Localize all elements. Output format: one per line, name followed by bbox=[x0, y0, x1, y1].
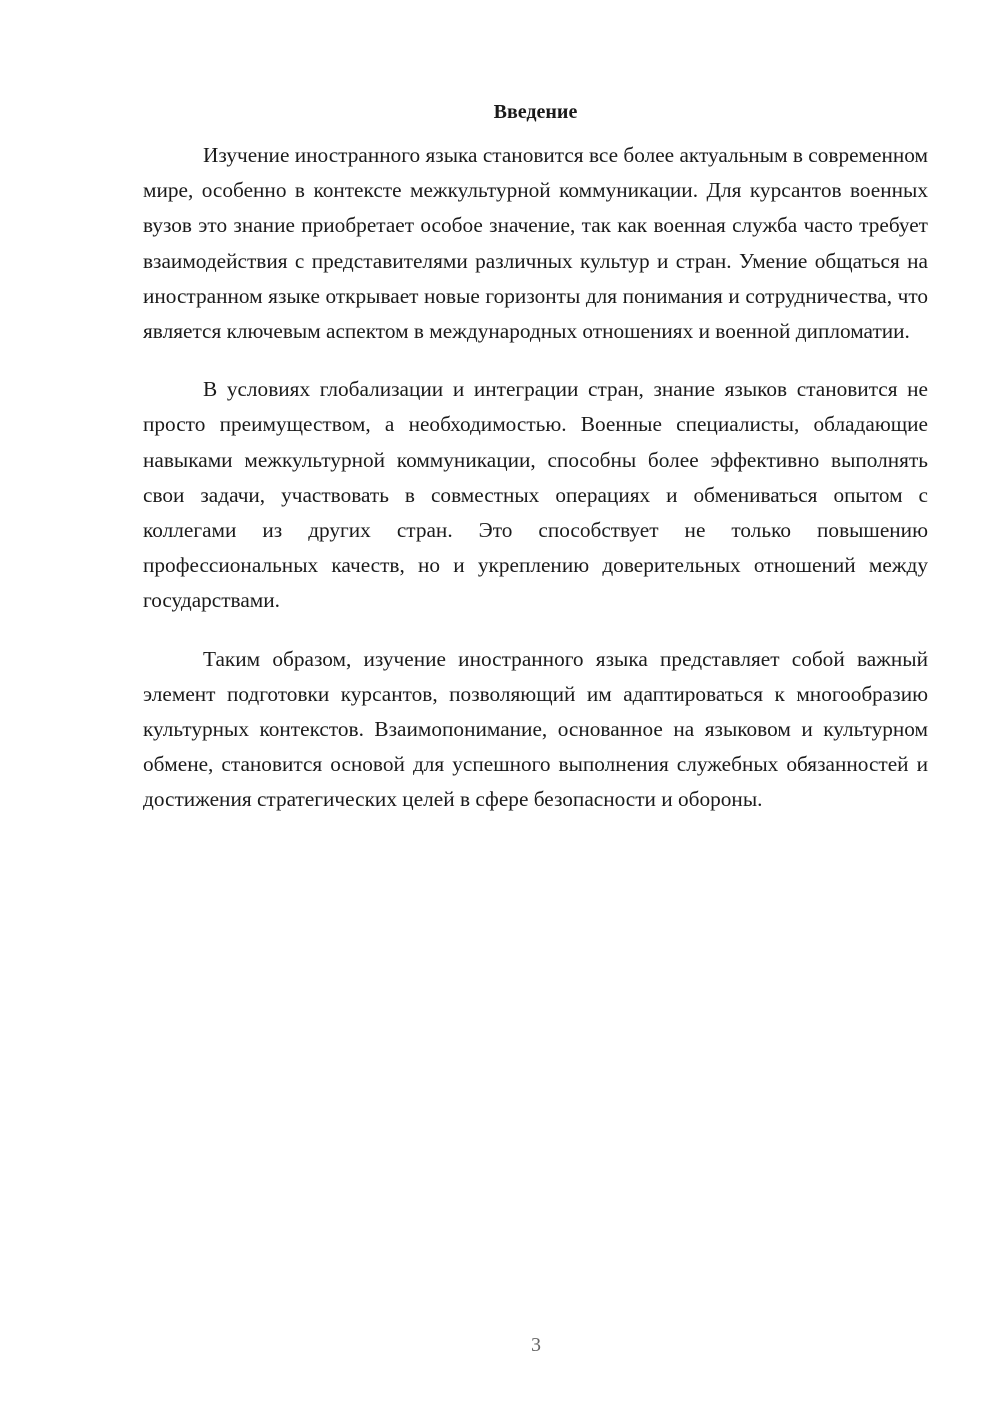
paragraph-3: Таким образом, изучение иностранного языка представляет собой важный элемент подготовки курсантов, позволяющий им адаптироваться к многообразию культурных контекстов. Взаимопонимание, основанное на языковом и культурном обмене, становится основой для успешного выполнения служебных обязанностей и достижения стратегических целей в сфере безопасности и обороны. bbox=[143, 646, 928, 812]
paragraph-1: Изучение иностранного языка становится все более актуальным в современном мире, особенно в контексте межкультурной коммуникации. Для курсантов военных вузов это знание приобретает особое значение, так как военная служба часто требует взаимодействия с представителями различных культур и стран. Умение общаться на иностранном языке открывает новые горизонты для понимания и сотрудничества, что является ключевым аспектом в международных отношениях и военной дипломатии. bbox=[143, 143, 928, 344]
paragraph-2: В условиях глобализации и интеграции стран, знание языков становится не просто преимуществом, а необходимостью. Военные специалисты, обладающие навыками межкультурной коммуникации, способны более эффективно выполнять свои задачи, участвовать в совместных операциях и обмениваться опытом с коллегами из других стран. Это способствует не только повышению профессиональных качеств, но и укреплению доверительных отношений между государствами. bbox=[143, 377, 928, 613]
page-number: 3 bbox=[531, 1334, 541, 1356]
section-title: Введение bbox=[493, 101, 578, 123]
page-content bbox=[143, 98, 928, 841]
